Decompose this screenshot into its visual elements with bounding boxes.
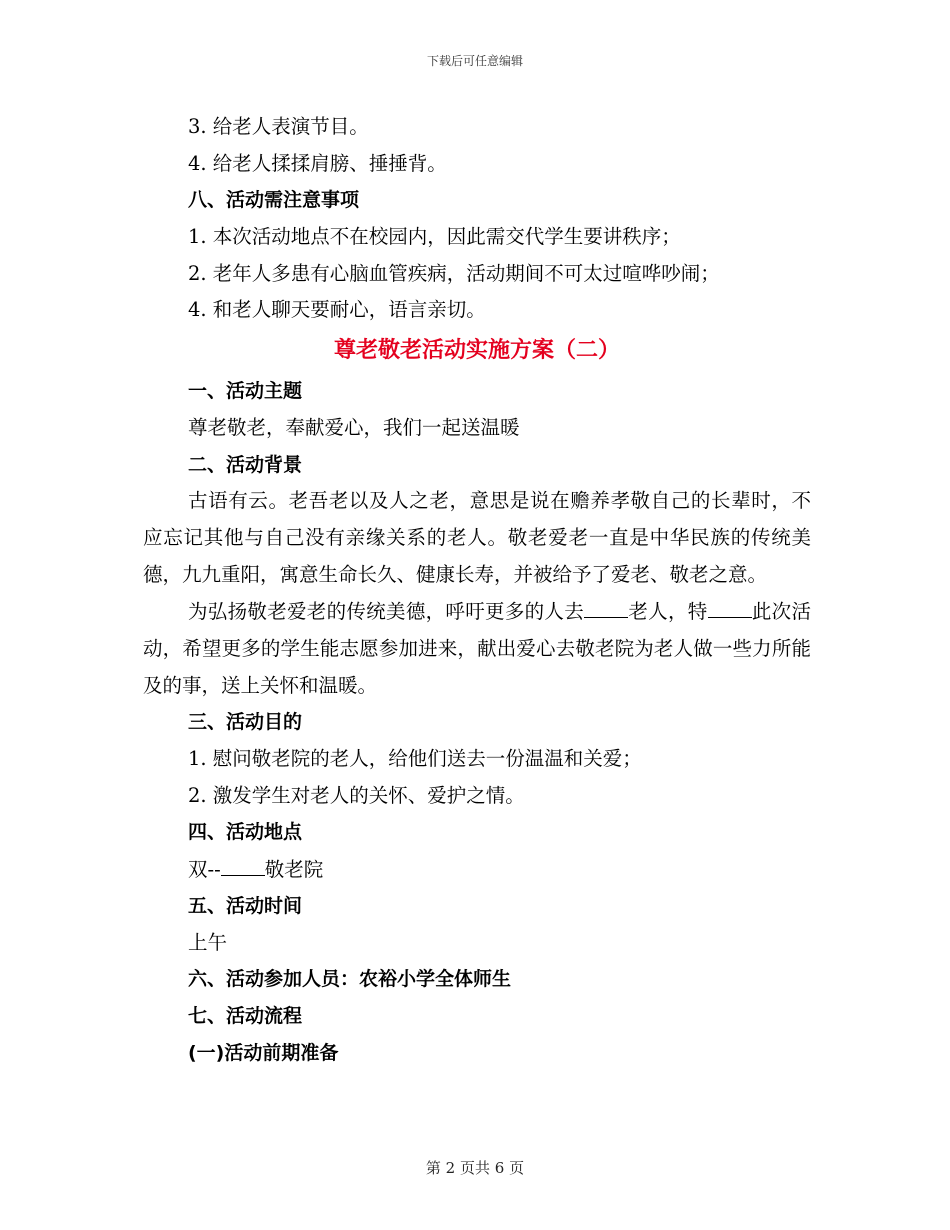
blank-line — [584, 593, 628, 618]
list-item: 2. 老年人多患有心脑血管疾病，活动期间不可太过喧哗吵闹； — [188, 261, 720, 285]
page-footer: 第 2 页共 6 页 — [425, 1159, 525, 1177]
location-suffix: 敬老院 — [264, 858, 324, 882]
list-item: 1. 慰问敬老院的老人，给他们送去一份温温和关爱； — [188, 747, 642, 771]
list-item: 3. 给老人表演节目。 — [188, 115, 369, 138]
list-item: 2. 激发学生对老人的关怀、爱护之情。 — [188, 783, 525, 807]
paragraph: 上午 — [188, 930, 228, 954]
page-header: 下载后可任意编辑 — [426, 54, 523, 68]
paragraph: 古语有云。老吾老以及人之老，意思是说在赡养孝敬自己的长辈时，不应忘记其他与自己没有亲缘关系的老人。敬老爱老一直是中华民族的传统美德，九九重阳，寓意生命长久、健康长寿，并被给予了爱老、敬老之意。 — [143, 489, 811, 586]
document-body — [143, 109, 811, 1071]
paragraph-text: 为弘扬敬老爱老的传统美德，呼吁更多的人去 — [188, 600, 585, 624]
blank-line — [221, 851, 265, 876]
list-item: 4. 和老人聊天要耐心，语言亲切。 — [188, 298, 486, 322]
list-item: 4. 给老人揉揉肩膀、捶捶背。 — [188, 151, 447, 175]
section-heading: 八、活动需注意事项 — [188, 189, 360, 212]
section-heading: 六、活动参加人员：农裕小学全体师生 — [188, 968, 512, 991]
document-title: 尊老敬老活动实施方案（二） — [333, 338, 620, 364]
section-heading: 四、活动地点 — [188, 821, 303, 844]
paragraph-text: 老人，特 — [628, 600, 708, 624]
list-item: 1. 本次活动地点不在校园内，因此需交代学生要讲秩序； — [188, 225, 681, 249]
section-heading: 三、活动目的 — [188, 711, 303, 734]
paragraph — [143, 593, 811, 704]
section-heading: 一、活动主题 — [188, 380, 303, 403]
paragraph — [143, 851, 811, 888]
location-prefix: 双-- — [188, 858, 221, 882]
blank-line — [708, 593, 752, 618]
section-heading: 二、活动背景 — [188, 453, 303, 476]
paragraph: 尊老敬老，奉献爱心，我们一起送温暖 — [188, 415, 520, 439]
paragraph-text: 此次活动，希望更多的学生能志愿参加进来，献出爱心去敬老院为老人做一些力所能及的事，送上关怀和温暖。 — [143, 600, 811, 697]
section-heading: 五、活动时间 — [188, 894, 303, 917]
section-heading: 七、活动流程 — [188, 1004, 303, 1027]
subsection-heading: (一)活动前期准备 — [188, 1041, 339, 1064]
